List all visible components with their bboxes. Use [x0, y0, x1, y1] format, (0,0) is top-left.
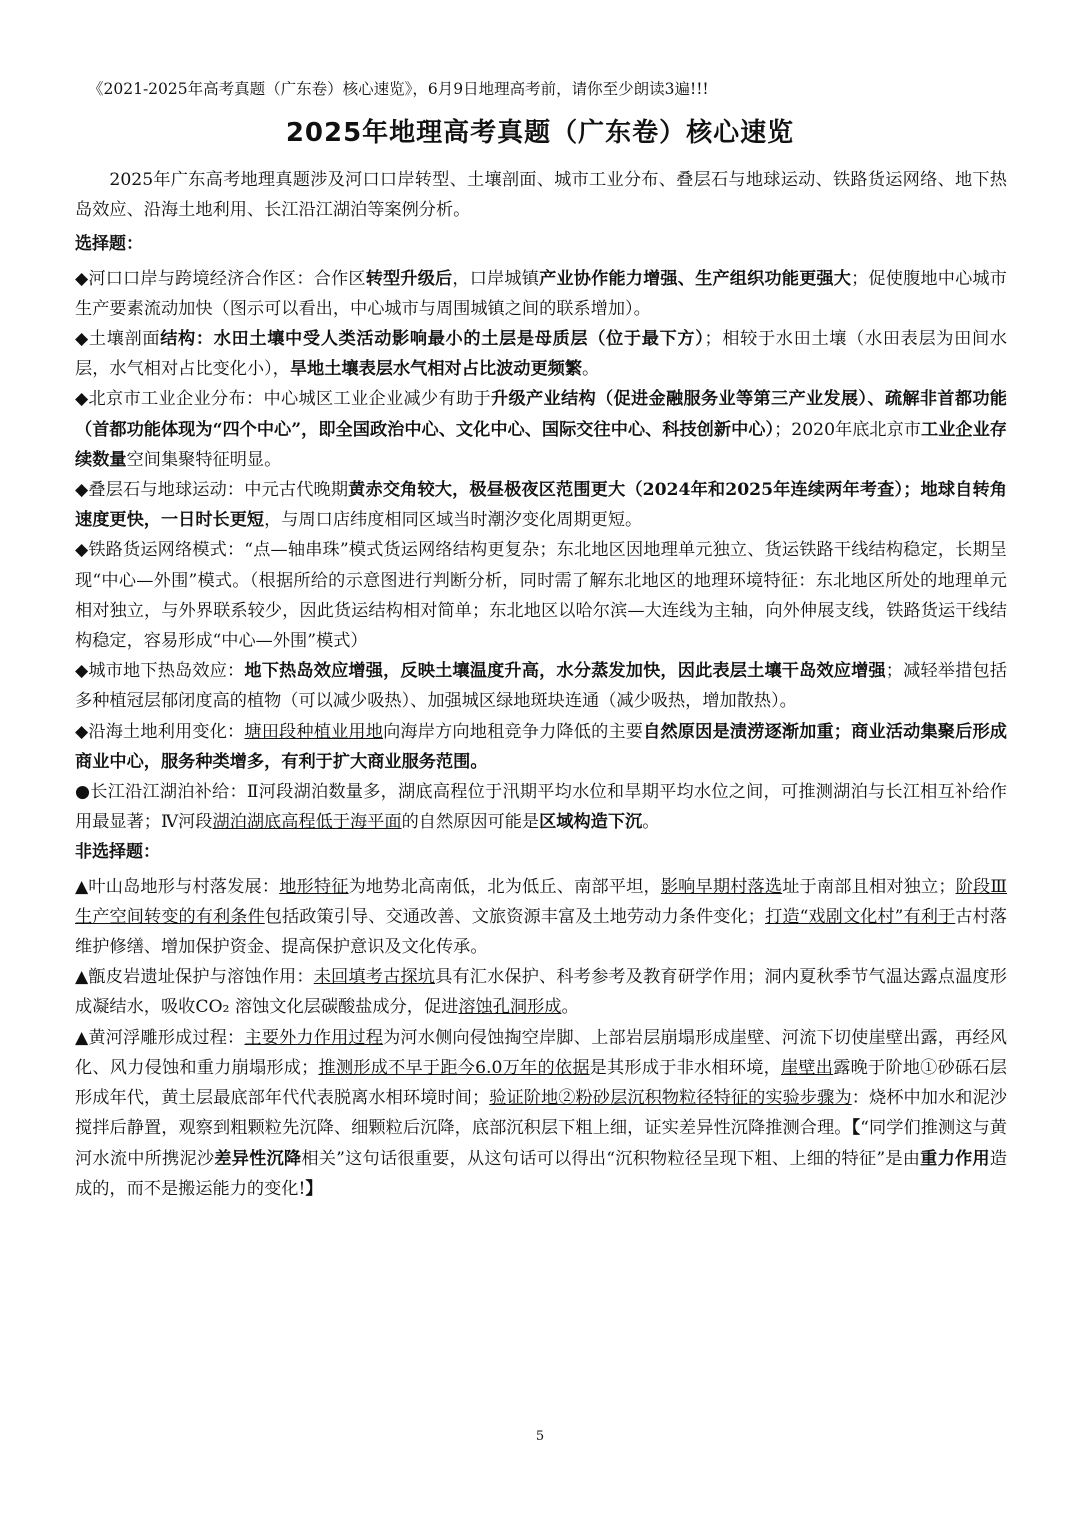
nonchoice-item	[75, 872, 1007, 963]
underlined-text: 主要外力作用过程	[244, 1027, 384, 1048]
text-run: ◆铁路货运网络模式：“点—轴串珠”模式货运网络结构更复杂；东北地区因地理单元独立、货运铁路干线结构稳定，长期呈现“中心—外围”模式。（根据所给的示意图进行判断分析，同时需了解东北地区的地理环境特征：东北地区所处的地理单元相对独立，与外界联系较少，因此货运结构相对简单；东北地区以哈尔滨—大连线为主轴，向外伸展支线，铁路货运干线结构稳定，容易形成“中心—外围”模式）	[75, 540, 1007, 652]
bold-text: 转型升级后	[365, 268, 453, 289]
choice-item	[75, 717, 1007, 777]
content-body	[75, 165, 1007, 1204]
text-run: ，口岸城镇	[452, 268, 540, 289]
text-run: ：烧杯中加水和泥沙搅拌后静置，观察到粗颗粒先沉降、细颗粒后沉降，底部沉积层下粗上细，证实差异性沉降推测合理。	[75, 1088, 1007, 1139]
header-note: 《2021-2025年高考真题（广东卷）核心速览》，6月9日地理高考前，请你至少朗读3遍!!!	[88, 80, 709, 98]
text-run: 的自然原因可能是	[401, 812, 540, 833]
text-run: 露晚于阶地①砂砾石层形成年代，黄土层最底部年代代表脱离水相环境时间；	[75, 1057, 1007, 1109]
text-run: ◆城市地下热岛效应：	[75, 661, 245, 682]
choice-item	[75, 264, 1007, 324]
text-run: 具有汇水保护、科考参考及教育研学作用；洞内夏秋季节气温达露点温度形成凝结水，吸收CO₂ 溶蚀文化层碳酸盐成分，促进	[75, 967, 1007, 1018]
text-run: 包括政策引导、交通改善、文旅资源丰富及土地劳动力条件变化；	[264, 906, 765, 927]
text-run: 向海岸方向地租竞争力降低的主要	[383, 721, 644, 742]
text-run: ◆北京市工业企业分布：中心城区工业企业减少有助于	[75, 389, 491, 410]
intro-paragraph: 2025年广东高考地理真题涉及河口口岸转型、土壤剖面、城市工业分布、叠层石与地球运动、铁路货运网络、地下热岛效应、沿海土地利用、长江沿江湖泊等案例分析。	[75, 170, 1007, 221]
bold-text: 】	[305, 1178, 323, 1199]
text-run: ，与周口店纬度相同区域当时潮汐变化周期更短。	[264, 510, 643, 531]
bold-text: 地下热岛效应增强，反映土壤温度升高，水分蒸发加快，因此表层土壤干岛效应增强	[244, 661, 886, 682]
text-run: ；相较于水田土壤（水田表层为田间水层，水气相对占比变化小），	[75, 329, 1007, 380]
text-run: 址于南部且相对独立；	[782, 876, 956, 897]
underlined-text: 推测形成不早于距今6.0万年的依据	[318, 1057, 590, 1078]
text-run: 是其形成于非水相环境，	[589, 1057, 781, 1078]
bold-text: 重力作用	[920, 1148, 990, 1169]
text-run: 古村落维护修缮、增加保护资金、提高保护意识及文化传承。	[75, 906, 1007, 958]
bold-text: 黄赤交角较大，极昼极夜区范围更大（2024年和2025年连续两年考查）；地球自转角速度更快，一日时长更短	[75, 480, 1007, 531]
text-run: ；2020年底北京市	[774, 419, 922, 440]
nonchoice-section-label: 非选择题：	[75, 842, 160, 863]
text-run: 。	[582, 359, 600, 380]
text-run: ◆叠层石与地球运动：中元古代晚期	[75, 480, 349, 501]
text-run: ◆沿海土地利用变化：	[75, 721, 245, 742]
text-run: 为河水侧向侵蚀掏空岸脚、上部岩层崩塌形成崖壁、河流下切使崖壁出露，再经风化、风力侵蚀和重力崩塌形成；	[75, 1027, 1007, 1078]
nonchoice-item	[75, 1023, 1007, 1204]
text-run: “同学们推测这与黄河水流中所携泥沙	[75, 1118, 1007, 1169]
text-run: ◆土壤剖面	[75, 329, 161, 350]
bold-text: 升级产业结构（促进金融服务业等第三产业发展）、疏解非首都功能（首都功能体现为“四个中心”，即全国政治中心、文化中心、国际交往中心、科技创新中心）	[75, 389, 1007, 440]
text-run: 造成的，而不是搬运能力的变化!	[75, 1148, 1007, 1199]
underlined-text: 打造“戏剧文化村”有利于	[765, 906, 956, 927]
underlined-text: 湖泊湖底高程低于海平面	[212, 812, 402, 833]
bold-text: 自然原因是渍涝逐渐加重；商业活动集聚后形成商业中心，服务种类增多，有利于扩大商业服务范围。	[75, 721, 1007, 772]
text-run: ◆河口口岸与跨境经济合作区：合作区	[75, 268, 366, 289]
underlined-text: 未回填考古探坑	[313, 967, 436, 988]
text-run: ▲叶山岛地形与村落发展：	[75, 876, 280, 897]
bold-text: 结构：水田土壤中受人类活动影响最小的土层是母质层（位于最下方）	[160, 329, 705, 350]
underlined-text: 阶段Ⅲ生产空间转变的有利条件	[75, 876, 1007, 927]
choice-item	[75, 384, 1007, 475]
underlined-text: 影响早期村落选	[660, 876, 783, 897]
bold-text: 区域构造下沉	[539, 812, 643, 833]
choice-section-label: 选择题：	[75, 234, 143, 255]
choice-item	[75, 324, 1007, 384]
text-run: 空间集聚特征明显。	[126, 449, 282, 470]
nonchoice-item	[75, 962, 1007, 1022]
underlined-text: 验证阶地②粉砂层沉积物粒径特征的实验步骤为	[489, 1088, 852, 1109]
bold-text: 工业企业存续数量	[75, 419, 1007, 470]
text-run: 相关”这句话很重要，从这句话可以得出“沉积物粒径呈现下粗、上细的特征”是由	[301, 1148, 921, 1169]
underlined-text: 地形特征	[279, 876, 349, 897]
text-run: ；减轻举措包括多种植冠层郁闭度高的植物（可以减少吸热）、加强城区绿地斑块连通（减少吸热，增加散热）。	[75, 661, 1007, 712]
nonchoice-items-list	[75, 872, 1007, 1204]
underlined-text: 崖壁出	[781, 1057, 834, 1078]
text-run: ●长江沿江湖泊补给：Ⅱ河段湖泊数量多，湖底高程位于汛期平均水位和旱期平均水位之间，可推测湖泊与长江相互补给作用最显著；Ⅳ河段	[75, 782, 1007, 833]
choice-item	[75, 535, 1007, 656]
text-run: ；促使腹地中心城市生产要素流动加快（图示可以看出，中心城市与周围城镇之间的联系增加）。	[75, 268, 1007, 319]
text-run: ▲甑皮岩遗址保护与溶蚀作用：	[75, 967, 314, 988]
choice-items-list	[75, 264, 1007, 838]
bold-text: 旱地土壤表层水气相对占比波动更频繁	[289, 359, 583, 380]
choice-item	[75, 656, 1007, 716]
page-title: 2025年地理高考真题（广东卷）核心速览	[285, 118, 795, 148]
text-run: 。	[561, 997, 579, 1018]
text-run: 为地势北高南低，北为低丘、南部平坦，	[348, 876, 661, 897]
text-run: ▲黄河浮雕形成过程：	[75, 1027, 245, 1048]
bold-text: 差异性沉降	[214, 1148, 302, 1169]
underlined-text: 溶蚀孔洞形成	[458, 997, 562, 1018]
choice-item	[75, 777, 1007, 837]
page-number: 5	[535, 1429, 545, 1444]
underlined-text: 塘田段种植业用地	[244, 721, 384, 742]
bold-text: 产业协作能力增强、生产组织功能更强大	[539, 268, 852, 289]
bold-text: 【	[851, 1118, 861, 1139]
text-run: 。	[642, 812, 660, 833]
choice-item	[75, 475, 1007, 535]
